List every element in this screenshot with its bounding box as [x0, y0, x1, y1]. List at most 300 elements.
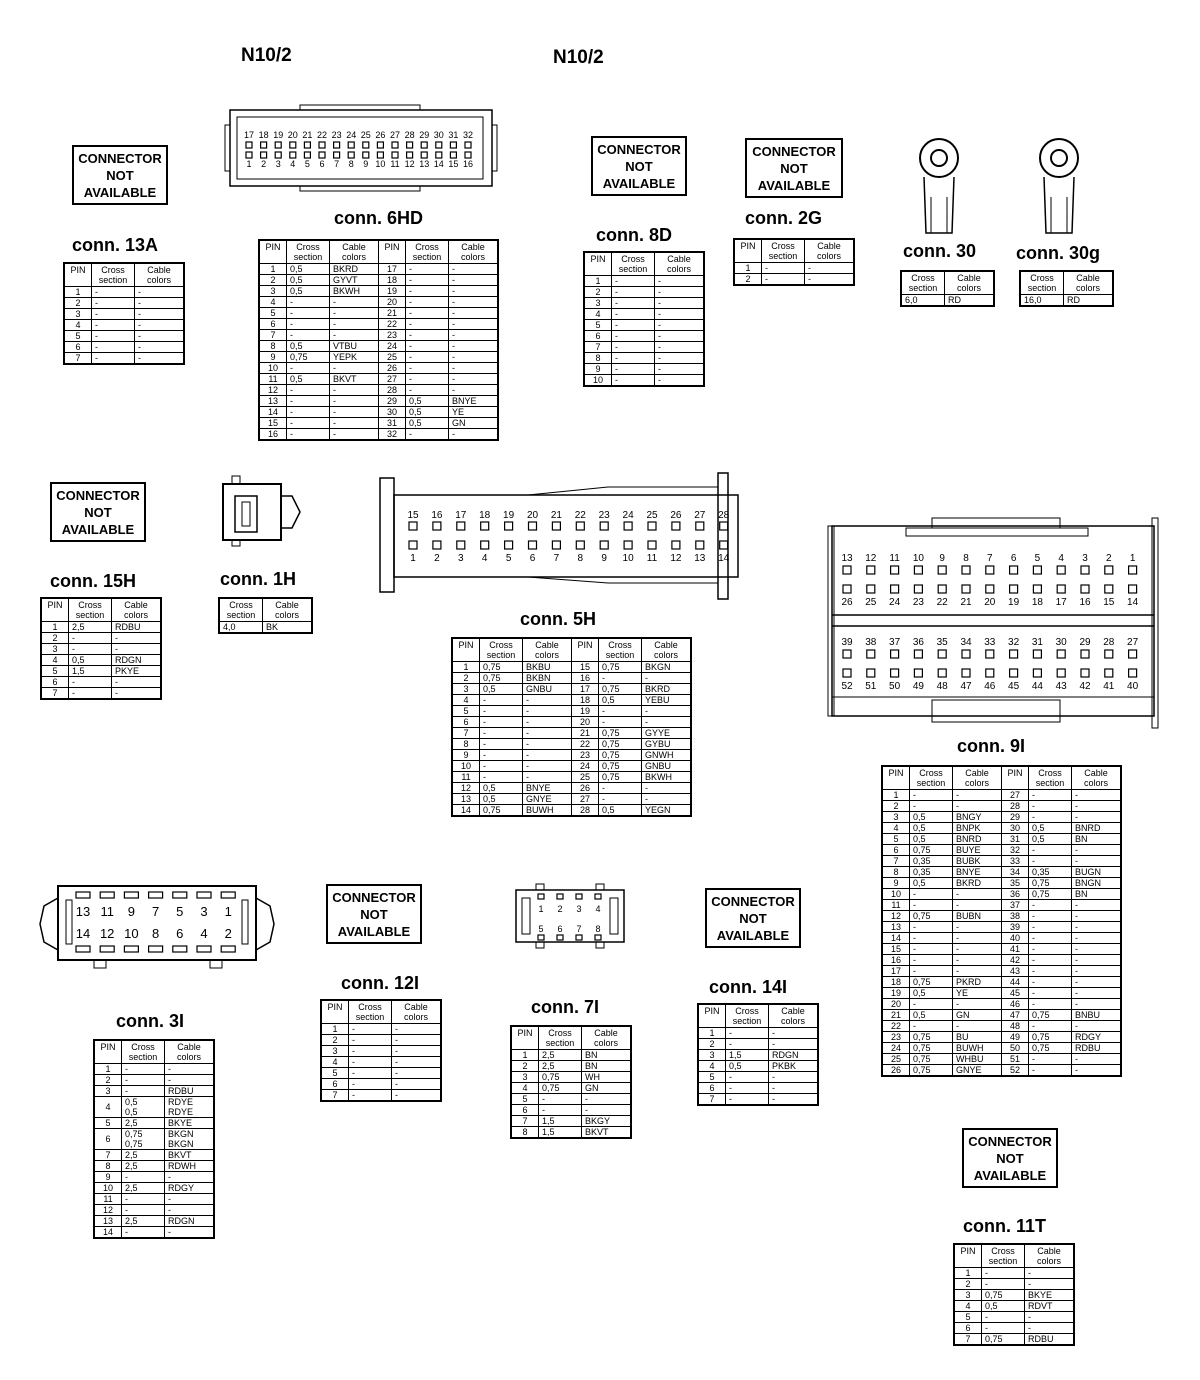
pin-number: 24: [622, 510, 634, 521]
title-15H: conn. 15H: [50, 571, 137, 591]
pin-socket: [1105, 650, 1113, 658]
table-row: [321, 1090, 441, 1102]
cell-pin: 6: [64, 342, 92, 353]
cell-cross: -: [1029, 1054, 1072, 1065]
pin-number: 16: [1079, 597, 1091, 608]
cell-color: -: [135, 309, 185, 320]
pin-number: 30: [433, 130, 444, 140]
pin-number: 31: [448, 130, 459, 140]
cell-color: -: [1072, 988, 1122, 999]
cell-cross: 2,5: [69, 622, 112, 633]
pin-socket: [421, 142, 427, 148]
column-header-color: Cable colors: [769, 1004, 819, 1028]
pin-number: 29: [419, 130, 430, 140]
pin-socket: [986, 566, 994, 574]
cell-pin: 7: [259, 330, 287, 341]
pin-socket: [246, 142, 252, 148]
cell-pin: 5: [41, 666, 69, 677]
pin-table-12I: [320, 999, 442, 1102]
cell-pin: 28: [1002, 801, 1029, 812]
7I-pins: [538, 894, 601, 940]
cell-cross: -: [726, 1083, 769, 1094]
cell-pin: 20: [572, 717, 599, 728]
table-row: [94, 1129, 214, 1150]
cell-pin: 6: [41, 677, 69, 688]
pin-number: 15: [448, 159, 459, 169]
cell-cross: 0,75: [910, 1065, 953, 1077]
table-row: [954, 1334, 1074, 1346]
table-row: [259, 341, 498, 352]
cell-pin: 18: [379, 275, 406, 286]
cell-color: -: [953, 889, 1002, 900]
table-row: [511, 1116, 631, 1127]
pin-socket: [304, 152, 310, 158]
cell-cross: -: [612, 287, 655, 298]
cell-cross: 0,5: [406, 418, 449, 429]
cell-cross: -: [599, 794, 642, 805]
cell-color: -: [112, 633, 162, 644]
cell-cross: 0,5: [910, 812, 953, 823]
table-row: [882, 1010, 1121, 1021]
cell-cross: -: [1029, 1021, 1072, 1032]
title-14I: conn. 14I: [709, 977, 788, 997]
cell-color: -: [642, 706, 692, 717]
cell-color: -: [165, 1227, 215, 1239]
pin-socket: [450, 142, 456, 148]
pin-socket: [891, 669, 899, 677]
cell-color: GNYE: [523, 794, 572, 805]
na-line-3: AVAILABLE: [602, 176, 676, 191]
cell-cross: -: [910, 922, 953, 933]
pin-number: 3: [576, 904, 582, 914]
column-header-pin: PIN: [882, 766, 910, 790]
cell-color: -: [805, 263, 855, 274]
column-header-cross: Cross section: [1020, 271, 1064, 295]
cell-color: RD: [1064, 295, 1114, 307]
cell-cross: -: [910, 801, 953, 812]
pin-socket: [557, 894, 563, 899]
cell-cross: -: [480, 750, 523, 761]
cell-color: BN: [582, 1050, 632, 1061]
cell-cross: -: [1029, 790, 1072, 801]
pin-socket: [76, 892, 90, 898]
cell-color: -: [1025, 1312, 1075, 1323]
connector-5H-drawing: [378, 473, 742, 599]
header-row: [511, 1026, 631, 1050]
pin-number: 13: [419, 159, 430, 169]
cell-color: PKBK: [769, 1061, 819, 1072]
cell-pin: 7: [41, 688, 69, 700]
column-header-pin: PIN: [1002, 766, 1029, 790]
cell-color: BKRD: [953, 878, 1002, 889]
table-row: [698, 1094, 818, 1106]
pin-number: 20: [984, 597, 996, 608]
cell-pin: 9: [882, 878, 910, 889]
cell-color: BKVT: [582, 1127, 632, 1139]
pin-socket: [696, 522, 704, 530]
cell-pin: 2: [41, 633, 69, 644]
table-row: [954, 1323, 1074, 1334]
table-row: [94, 1161, 214, 1172]
column-header-cross: Cross section: [982, 1244, 1025, 1268]
table-row: [882, 867, 1121, 878]
cell-cross: 0,5: [287, 264, 330, 275]
pin-number: 3: [200, 904, 208, 919]
cell-cross: -: [122, 1227, 165, 1239]
table-row: [698, 1028, 818, 1039]
cell-color: -: [769, 1083, 819, 1094]
cell-pin: 16: [572, 673, 599, 684]
cell-pin: 3: [321, 1046, 349, 1057]
pin-socket: [962, 669, 970, 677]
cell-cross: -: [69, 677, 112, 688]
cell-cross: 0,75: [287, 352, 330, 363]
pin-socket: [648, 522, 656, 530]
pin-socket: [1081, 669, 1089, 677]
pin-socket: [914, 669, 922, 677]
cell-color: -: [135, 342, 185, 353]
pin-number: 15: [407, 510, 419, 521]
cell-pin: 4: [698, 1061, 726, 1072]
pin-number: 42: [1079, 681, 1091, 692]
pin-number: 25: [646, 510, 658, 521]
column-header-cross: Cross section: [406, 240, 449, 264]
column-header-cross: Cross section: [762, 239, 805, 263]
connector-30g-drawing: [1036, 137, 1082, 237]
cell-cross: -: [910, 944, 953, 955]
cell-color: RDBU: [1025, 1334, 1075, 1346]
pin-number: 32: [1008, 637, 1020, 648]
cell-pin: 1: [584, 276, 612, 287]
cell-pin: 8: [452, 739, 480, 750]
cell-pin: 45: [1002, 988, 1029, 999]
table-row: [94, 1172, 214, 1183]
pin-number: 6: [1010, 553, 1017, 564]
cell-color: BNBU: [1072, 1010, 1122, 1021]
table-row: [452, 739, 691, 750]
cell-pin: 26: [379, 363, 406, 374]
cell-cross: -: [910, 1021, 953, 1032]
cell-pin: 1: [734, 263, 762, 274]
9I-pins: [841, 553, 1138, 692]
cell-color: -: [953, 933, 1002, 944]
cell-pin: 29: [379, 396, 406, 407]
cell-color: -: [1072, 966, 1122, 977]
pin-number: 40: [1127, 681, 1139, 692]
pin-number: 10: [375, 159, 386, 169]
cell-color: -: [112, 688, 162, 700]
cell-cross: 0,5: [910, 1010, 953, 1021]
pin-socket: [1129, 566, 1137, 574]
cell-pin: 5: [954, 1312, 982, 1323]
pin-number: 20: [526, 510, 539, 521]
cell-pin: 6: [452, 717, 480, 728]
cell-pin: 27: [572, 794, 599, 805]
cell-pin: 8: [882, 867, 910, 878]
cell-cross: 0,35: [910, 856, 953, 867]
pin-number: 5: [538, 924, 544, 934]
pin-socket: [261, 152, 267, 158]
cell-pin: 2: [511, 1061, 539, 1072]
cell-cross: -: [982, 1279, 1025, 1290]
cell-pin: 8: [511, 1127, 539, 1139]
cell-cross: -: [982, 1268, 1025, 1279]
pin-socket: [457, 541, 465, 549]
cell-cross: -: [69, 688, 112, 700]
cell-cross: 0,75: [599, 772, 642, 783]
cell-color: -: [953, 1021, 1002, 1032]
cell-pin: 16: [882, 955, 910, 966]
cell-pin: 6: [321, 1079, 349, 1090]
cell-color: -: [642, 717, 692, 728]
pin-table: [583, 251, 705, 387]
cell-pin: 19: [379, 286, 406, 297]
pin-socket: [377, 142, 383, 148]
table-row: [584, 364, 704, 375]
cell-cross: -: [612, 276, 655, 287]
cell-color: -: [769, 1094, 819, 1106]
cell-cross: -: [122, 1064, 165, 1075]
cell-color: -: [330, 308, 379, 319]
cell-pin: 31: [379, 418, 406, 429]
column-header-color: Cable colors: [263, 598, 313, 622]
cell-color: -: [1025, 1279, 1075, 1290]
pin-number: 7: [576, 924, 582, 934]
cell-pin: 3: [94, 1086, 122, 1097]
table-row: [452, 728, 691, 739]
cell-pin: 33: [1002, 856, 1029, 867]
cell-color: -: [449, 374, 499, 385]
table-row: [41, 666, 161, 677]
cell-cross: 0,75: [599, 728, 642, 739]
pin-number: 18: [479, 510, 491, 521]
cell-color: BNGY: [953, 812, 1002, 823]
cell-color: BKGN: [642, 662, 692, 673]
pin-number: 4: [200, 926, 208, 941]
cell-color: YE: [449, 407, 499, 418]
table-row: [882, 911, 1121, 922]
pin-socket: [624, 522, 632, 530]
table-row: [259, 396, 498, 407]
cell-pin: 22: [379, 319, 406, 330]
pin-number: 8: [151, 926, 160, 941]
cell-pin: 11: [452, 772, 480, 783]
cell-color: RDBU: [165, 1086, 215, 1097]
cell-cross: 0,5: [982, 1301, 1025, 1312]
pin-number: 2: [557, 904, 563, 914]
pin-number: 13: [841, 553, 853, 564]
cell-color: -: [1072, 911, 1122, 922]
cell-pin: 24: [379, 341, 406, 352]
cell-cross: -: [726, 1072, 769, 1083]
pin-socket: [914, 650, 922, 658]
cell-pin: 14: [882, 933, 910, 944]
pin-number: 43: [1055, 681, 1067, 692]
pin-table: [320, 999, 442, 1102]
cell-cross: 0,75: [910, 1032, 953, 1043]
cell-pin: 23: [379, 330, 406, 341]
pin-socket: [576, 894, 582, 899]
pin-number: 4: [1058, 553, 1064, 564]
cell-color: BUWH: [953, 1043, 1002, 1054]
connector-9I-drawing: [828, 514, 1158, 728]
pin-socket: [290, 142, 296, 148]
header-row: [584, 252, 704, 276]
cell-color: -: [1072, 977, 1122, 988]
table-row: [94, 1064, 214, 1075]
table-row: [584, 298, 704, 309]
cell-cross: 1,5: [539, 1116, 582, 1127]
cell-cross: -: [406, 363, 449, 374]
cell-cross: -: [1029, 1065, 1072, 1077]
pin-table-7I: [510, 1025, 632, 1139]
cell-color: BUGN: [1072, 867, 1122, 878]
pin-socket: [672, 522, 680, 530]
pin-number: 10: [124, 926, 139, 941]
cell-cross: 0,75: [1029, 1032, 1072, 1043]
table-row: [41, 622, 161, 633]
table-row: [321, 1035, 441, 1046]
table-row: [259, 319, 498, 330]
na-line-1: CONNECTOR: [711, 894, 795, 909]
pin-table-30g: [1019, 270, 1114, 307]
pin-number: 2: [1106, 553, 1112, 564]
cell-pin: 22: [882, 1021, 910, 1032]
pin-number: 17: [455, 510, 467, 521]
cell-pin: 2: [698, 1039, 726, 1050]
cell-color: BNYE: [953, 867, 1002, 878]
cell-cross: -: [599, 717, 642, 728]
na-line-2: NOT: [996, 1151, 1024, 1166]
pin-socket: [962, 650, 970, 658]
na-line-1: CONNECTOR: [968, 1134, 1052, 1149]
cell-cross: 0,5: [480, 684, 523, 695]
cell-pin: 15: [259, 418, 287, 429]
cell-pin: 17: [882, 966, 910, 977]
pin-table-11T: [953, 1243, 1075, 1346]
pin-socket: [275, 142, 281, 148]
cell-pin: 40: [1002, 933, 1029, 944]
cell-pin: 48: [1002, 1021, 1029, 1032]
column-header-color: Cable colors: [165, 1040, 215, 1064]
cell-cross: -: [69, 633, 112, 644]
cell-cross: 0,75: [910, 845, 953, 856]
pin-socket: [409, 541, 417, 549]
cell-cross: -: [1029, 933, 1072, 944]
cell-color: -: [953, 900, 1002, 911]
pin-number: 32: [462, 130, 474, 140]
cell-cross: 0,75: [599, 684, 642, 695]
pin-number: 35: [936, 637, 948, 648]
cell-cross: 0,5: [480, 794, 523, 805]
table-row: [954, 1290, 1074, 1301]
pin-number: 5: [176, 904, 184, 919]
pin-socket: [529, 522, 537, 530]
cell-color: -: [135, 320, 185, 331]
pin-socket: [914, 585, 922, 593]
pin-socket: [261, 142, 267, 148]
title-2G: conn. 2G: [745, 208, 823, 228]
table-row: [882, 999, 1121, 1010]
pin-number: 22: [936, 597, 948, 608]
table-row: [511, 1061, 631, 1072]
pin-socket: [1057, 650, 1065, 658]
cell-color: BNPK: [953, 823, 1002, 834]
cell-cross: -: [92, 320, 135, 331]
cell-color: -: [135, 287, 185, 298]
column-header-color: Cable colors: [953, 766, 1002, 790]
cell-pin: 7: [954, 1334, 982, 1346]
table-row: [259, 418, 498, 429]
pin-number: 3: [458, 553, 464, 564]
cell-pin: 10: [882, 889, 910, 900]
cell-pin: 6: [954, 1323, 982, 1334]
cell-color: BKBN: [523, 673, 572, 684]
cell-color: -: [523, 728, 572, 739]
cell-color: -: [330, 407, 379, 418]
table-row: [584, 276, 704, 287]
cell-color: -: [165, 1064, 215, 1075]
cell-color: GNWH: [642, 750, 692, 761]
pin-number: 14: [75, 926, 91, 941]
pin-number: 26: [841, 597, 853, 608]
table-row: [64, 342, 184, 353]
pin-socket: [100, 892, 114, 898]
cell-pin: 23: [882, 1032, 910, 1043]
connector-not-available-11T: [962, 1128, 1058, 1188]
cell-pin: 32: [379, 429, 406, 441]
column-header-color: Cable colors: [330, 240, 379, 264]
column-header-cross: Cross section: [612, 252, 655, 276]
pin-number: 23: [331, 130, 342, 140]
cell-cross: -: [612, 309, 655, 320]
pin-number: 3: [1082, 553, 1088, 564]
cell-pin: 7: [321, 1090, 349, 1102]
cell-color: -: [1072, 944, 1122, 955]
cell-cross: -: [349, 1024, 392, 1035]
pin-number: 1: [1129, 553, 1136, 564]
cell-pin: 11: [259, 374, 287, 385]
cell-pin: 47: [1002, 1010, 1029, 1021]
cell-pin: 3: [511, 1072, 539, 1083]
cell-color: BKVT: [330, 374, 379, 385]
table-row: [259, 264, 498, 275]
pin-socket: [986, 585, 994, 593]
cell-pin: 7: [511, 1116, 539, 1127]
cell-cross: -: [612, 331, 655, 342]
pin-table-1H: [218, 597, 313, 634]
cell-cross: 0,5: [287, 374, 330, 385]
cell-pin: 2: [259, 275, 287, 286]
table-row: [954, 1279, 1074, 1290]
pin-number: 52: [841, 681, 853, 692]
pin-socket: [557, 935, 563, 940]
table-row: [882, 955, 1121, 966]
table-row: [882, 900, 1121, 911]
cell-cross: -: [92, 331, 135, 342]
header-row: [1020, 271, 1113, 295]
cell-color: RDGY: [165, 1183, 215, 1194]
cell-cross: -: [406, 330, 449, 341]
cell-cross: -: [726, 1039, 769, 1050]
cell-pin: 1: [94, 1064, 122, 1075]
cell-pin: 44: [1002, 977, 1029, 988]
cell-pin: 46: [1002, 999, 1029, 1010]
pin-table: [451, 637, 692, 817]
column-header-cross: Cross section: [480, 638, 523, 662]
pin-socket: [1105, 566, 1113, 574]
cell-pin: 8: [584, 353, 612, 364]
